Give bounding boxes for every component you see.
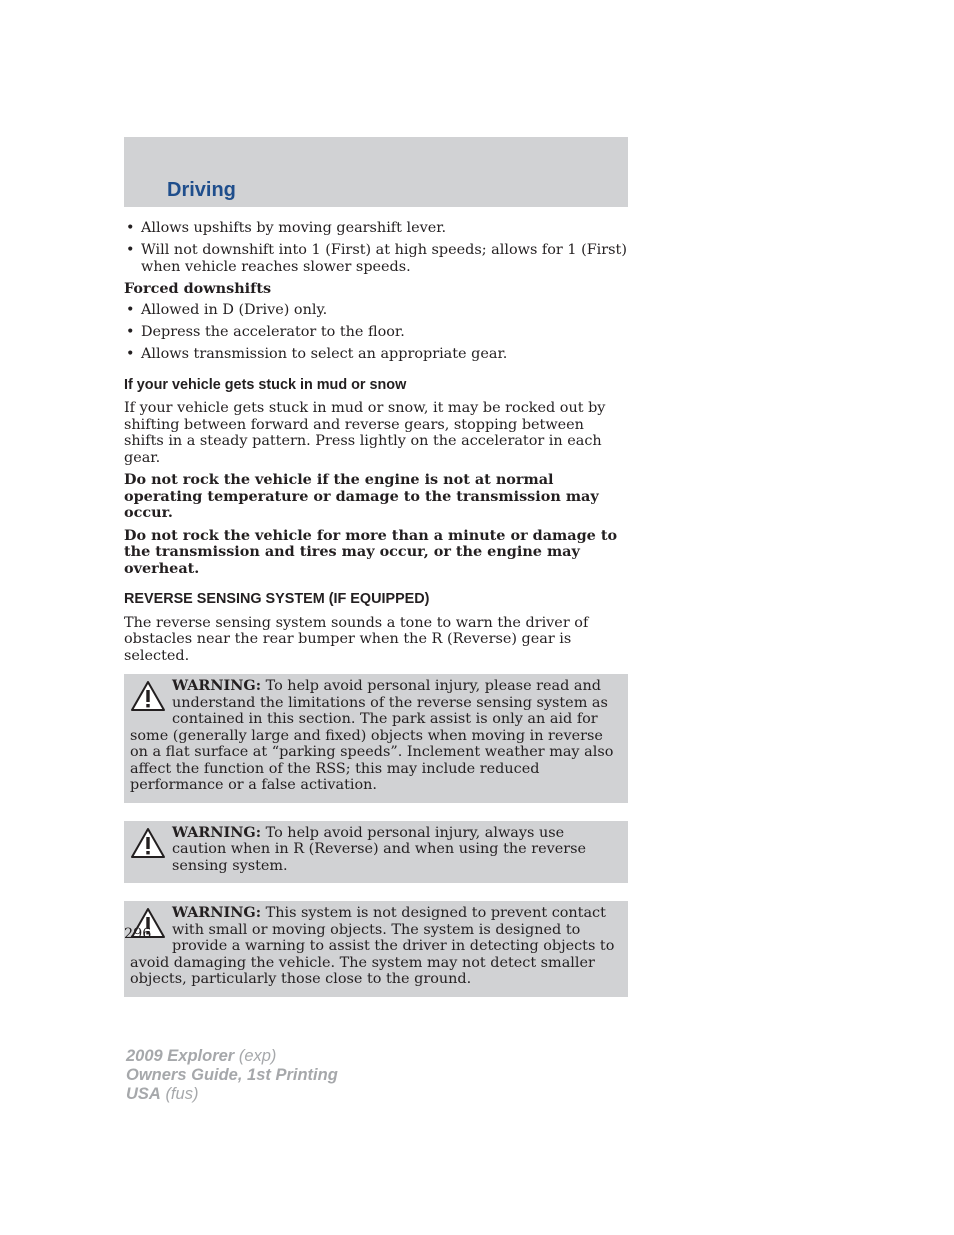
section-header	[124, 137, 628, 207]
bullet-list	[124, 220, 628, 275]
footer-line-3	[126, 1085, 338, 1104]
list-item: • Will not downshift into 1 (First) at high speeds; allows for 1 (First) when vehicle reaches slower speeds.	[124, 242, 628, 275]
warning-text: To help avoid personal injury, please read and understand the limitations of the reverse sensing system as contained in this section. The park assist is only an aid for some (generally large and fixed) objects when moving in reverse on a flat surface at “parking speeds”. Inclement weather may also affect the function of the RSS; this may include reduced performance or a false activation.	[130, 678, 614, 793]
footer-model-code: (exp)	[238, 1047, 277, 1065]
mud-caution-1: Do not rock the vehicle if the engine is not at normal operating temperature or damage to the transmission may occur.	[124, 471, 599, 521]
footer-market-code: (fus)	[165, 1085, 199, 1103]
footer-market: USA	[126, 1085, 161, 1103]
warning-label: WARNING:	[172, 823, 262, 841]
mud-snow-body: If your vehicle gets stuck in mud or snow, it may be rocked out by shifting between forward and reverse gears, stopping between shifts in a steady pattern. Press lightly on the accelerator in each gear.	[124, 400, 606, 466]
list-item: • Allows transmission to select an appropriate gear.	[124, 346, 628, 363]
rss-heading: REVERSE SENSING SYSTEM (IF EQUIPPED)	[124, 591, 430, 607]
warning-box	[124, 821, 628, 884]
warning-text: To help avoid personal injury, always use caution when in R (Reverse) and when using the reverse sensing system.	[172, 824, 587, 874]
warning-label: WARNING:	[172, 904, 262, 921]
warning-text: This system is not designed to prevent contact with small or moving objects. The system is designed to provide a warning to assist the driver in detecting objects to avoid damaging the vehicle. The system may not detect smaller objects, particularly those close to the ground.	[130, 905, 615, 987]
mud-caution-2: Do not rock the vehicle for more than a minute or damage to the transmission and tires may occur, or the engine may overheat.	[124, 526, 618, 577]
warning-label: WARNING:	[172, 677, 262, 694]
section-title: Driving	[167, 179, 236, 201]
footer	[126, 1047, 338, 1104]
warning-box	[124, 901, 628, 997]
warning-triangle-icon	[130, 827, 166, 859]
list-item: • Allowed in D (Drive) only.	[124, 302, 628, 319]
list-item: • Depress the accelerator to the floor.	[124, 324, 628, 341]
footer-line-2: Owners Guide, 1st Printing	[126, 1066, 338, 1084]
footer-line-1	[126, 1047, 338, 1066]
rss-body: The reverse sensing system sounds a tone to warn the driver of obstacles near the rear bumper when the R (Reverse) gear is selected.	[124, 614, 589, 664]
forced-downshifts-heading: Forced downshifts	[124, 279, 272, 297]
forced-downshifts-list	[124, 302, 628, 363]
page-content	[124, 220, 628, 1015]
mud-snow-heading: If your vehicle gets stuck in mud or snow	[124, 376, 407, 393]
footer-model: 2009 Explorer	[126, 1047, 235, 1065]
warning-triangle-icon	[130, 680, 166, 712]
warning-box	[124, 674, 628, 803]
list-item: • Allows upshifts by moving gearshift lever.	[124, 220, 628, 237]
page-number: 296	[124, 926, 152, 942]
